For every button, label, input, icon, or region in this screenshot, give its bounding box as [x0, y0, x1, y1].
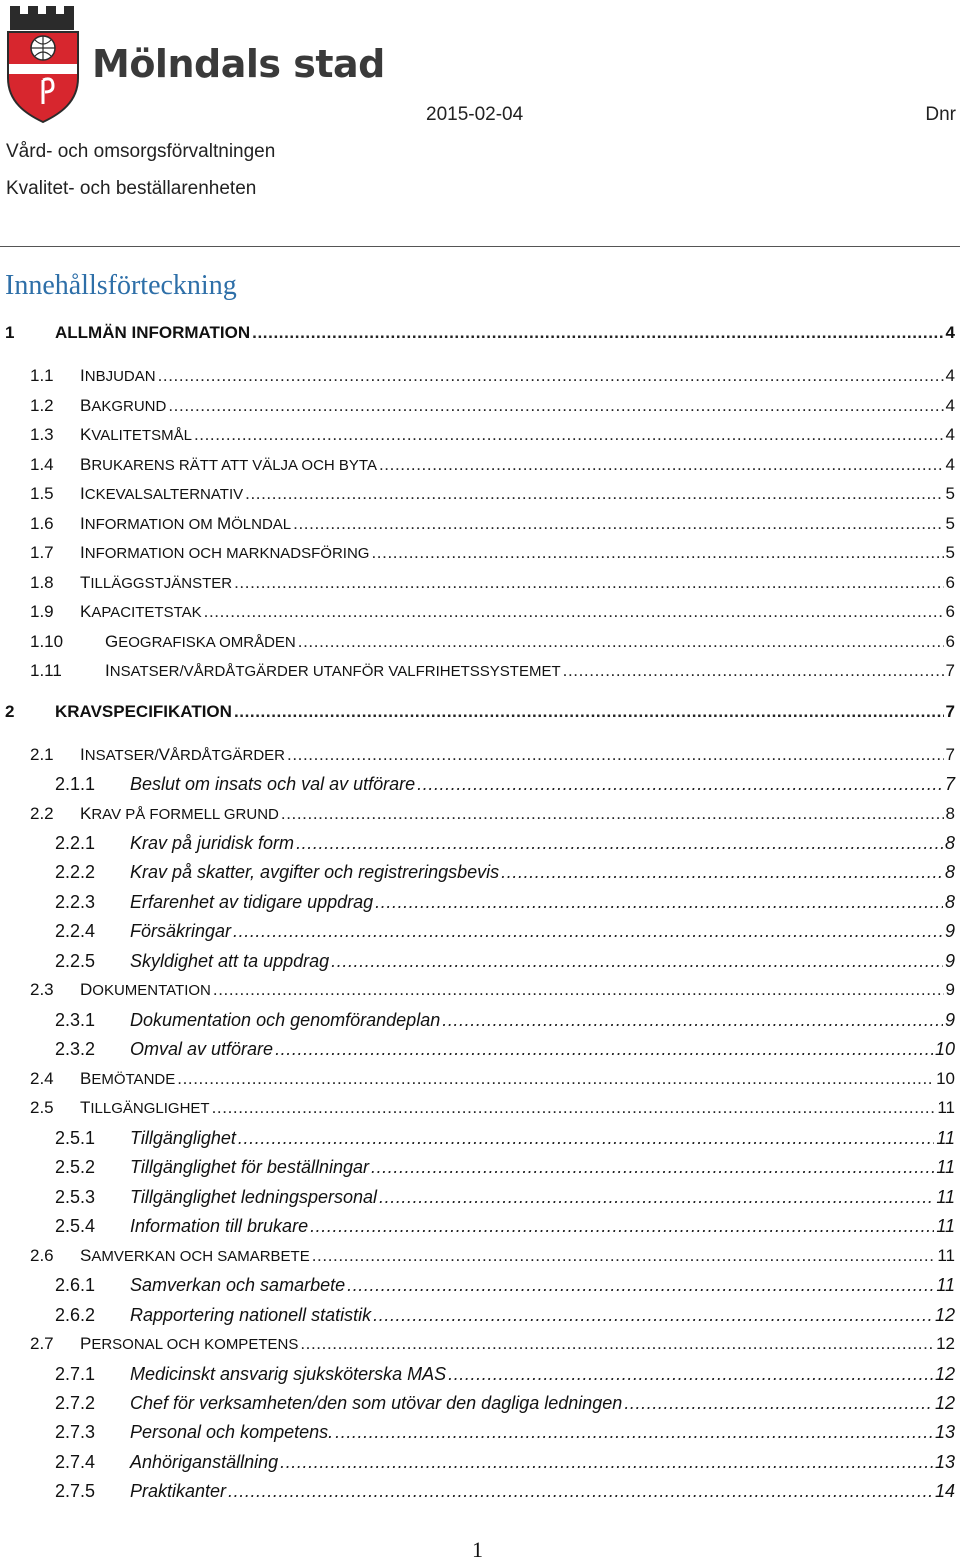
brand-name: Mölndals stad	[92, 42, 385, 86]
toc-leader-dots	[335, 1422, 933, 1443]
toc-entry-number: 2.2.1	[55, 833, 96, 853]
toc-entry[interactable]	[30, 602, 955, 630]
toc-entry[interactable]	[30, 804, 955, 832]
toc-entry-page: 11	[936, 1216, 955, 1236]
toc-entry-page: 13	[934, 1422, 955, 1442]
toc-entry-page: 13	[934, 1452, 955, 1472]
toc-leader-dots	[417, 774, 943, 795]
toc-leader-dots	[624, 1393, 933, 1414]
toc-entry-title: BEMÖTANDE	[80, 1069, 176, 1088]
organization-line-1: Vård- och omsorgsförvaltningen	[6, 141, 276, 162]
toc-entry-title: GEOGRAFISKA OMRÅDEN	[105, 632, 296, 651]
toc-leader-dots	[245, 484, 943, 504]
toc-leader-dots	[371, 543, 943, 563]
toc-entry-page: 12	[934, 1364, 955, 1384]
toc-entry-number: 1.3	[30, 425, 54, 444]
toc-entry[interactable]	[55, 1275, 955, 1303]
toc-entry-page: 5	[945, 514, 955, 533]
toc-leader-dots	[563, 661, 944, 681]
toc-entry[interactable]	[30, 543, 955, 571]
toc-leader-dots	[275, 1039, 933, 1060]
toc-entry-title: Skyldighet att ta uppdrag	[130, 951, 330, 971]
toc-entry-title: Praktikanter	[130, 1481, 227, 1501]
toc-leader-dots	[501, 862, 943, 883]
toc-entry-page: 11	[936, 1157, 955, 1177]
toc-entry[interactable]	[5, 323, 955, 351]
toc-entry-page: 9	[944, 1010, 955, 1030]
toc-entry[interactable]	[55, 774, 955, 802]
toc-leader-dots	[442, 1010, 943, 1031]
toc-entry-title: TILLÄGGSTJÄNSTER	[80, 573, 233, 592]
toc-entry-title: INBJUDAN	[80, 366, 156, 385]
toc-entry-number: 2.2.4	[55, 921, 96, 941]
toc-entry-title: Tillgänglighet	[130, 1128, 236, 1148]
toc-leader-dots	[375, 892, 943, 913]
toc-entry-title: Anhöriganställning	[130, 1452, 279, 1472]
toc-entry-page: 5	[945, 484, 955, 503]
toc-entry-number: 2.5.4	[55, 1216, 96, 1236]
toc-entry-number: 2	[5, 702, 15, 721]
toc-entry-number: 2.3.1	[55, 1010, 96, 1030]
toc-entry-page: 7	[945, 702, 955, 721]
toc-entry-number: 1.10	[30, 632, 64, 651]
toc-entry-number: 2.5.1	[55, 1128, 96, 1148]
toc-entry-title: INFORMATION OCH MARKNADSFÖRING	[80, 543, 370, 562]
toc-entry[interactable]	[30, 396, 955, 424]
toc-entry[interactable]	[55, 1128, 955, 1156]
toc-leader-dots	[213, 980, 944, 1000]
toc-entry-title: DOKUMENTATION	[80, 980, 211, 999]
toc-entry-page: 6	[945, 632, 955, 651]
toc-entry-page: 8	[944, 833, 955, 853]
page-number: 1	[472, 1537, 483, 1562]
toc-entry-number: 2.7.2	[55, 1393, 96, 1413]
toc-entry-page: 7	[944, 774, 955, 794]
toc-entry-page: 7	[945, 745, 955, 764]
toc-entry-page: 4	[945, 323, 955, 342]
toc-entry-number: 1	[5, 323, 15, 342]
toc-entry-number: 2.1.1	[55, 774, 96, 794]
toc-entry-title: ALLMÄN INFORMATION	[55, 323, 251, 342]
toc-entry[interactable]	[55, 1010, 955, 1038]
toc-entry-page: 11	[936, 1128, 955, 1148]
header-divider	[0, 246, 960, 247]
toc-entry[interactable]	[55, 892, 955, 920]
toc-entry[interactable]	[30, 573, 955, 601]
toc-entry[interactable]	[30, 980, 955, 1008]
toc-entry-page: 12	[934, 1393, 955, 1413]
toc-entry[interactable]	[30, 632, 955, 660]
toc-leader-dots	[287, 745, 944, 765]
toc-leader-dots	[234, 573, 943, 593]
toc-entry[interactable]	[55, 1481, 955, 1509]
toc-entry-number: 2.1	[30, 745, 54, 764]
toc-entry-page: 6	[945, 602, 955, 621]
toc-entry-title: Krav på juridisk form	[130, 833, 295, 853]
toc-entry-page: 7	[945, 661, 955, 680]
toc-entry-page: 4	[945, 396, 955, 415]
toc-leader-dots	[204, 602, 944, 622]
toc-entry-number: 2.7.1	[55, 1364, 96, 1384]
toc-entry-number: 2.2.5	[55, 951, 96, 971]
toc-entry-title: Personal och kompetens.	[130, 1422, 334, 1442]
toc-entry[interactable]	[55, 1039, 955, 1067]
toc-entry-page: 9	[944, 951, 955, 971]
toc-entry-title: ICKEVALSALTERNATIV	[80, 484, 244, 503]
toc-entry[interactable]	[30, 1098, 955, 1126]
toc-entry[interactable]	[30, 1069, 955, 1097]
toc-leader-dots	[331, 951, 943, 972]
toc-entry-title: PERSONAL OCH KOMPETENS	[80, 1334, 299, 1353]
toc-entry-title: Omval av utförare	[130, 1039, 274, 1059]
toc-entry[interactable]	[30, 366, 955, 394]
toc-entry-title: Krav på skatter, avgifter och registreringsbevis	[130, 862, 500, 882]
toc-entry-page: 8	[944, 862, 955, 882]
toc-entry-number: 2.7.3	[55, 1422, 96, 1442]
toc-entry-title: Försäkringar	[130, 921, 232, 941]
toc-entry-page: 11	[937, 1098, 955, 1117]
toc-entry-title: TILLGÄNGLIGHET	[80, 1098, 210, 1117]
toc-entry-number: 1.4	[30, 455, 54, 474]
toc-entry-title: Tillgänglighet ledningspersonal	[130, 1187, 378, 1207]
toc-entry-page: 10	[934, 1039, 955, 1059]
toc-entry-number: 2.7.4	[55, 1452, 96, 1472]
toc-entry-page: 9	[945, 980, 955, 999]
toc-entry-page: 4	[945, 366, 955, 385]
toc-leader-dots	[194, 425, 944, 445]
toc-entry-title: KRAV PÅ FORMELL GRUND	[80, 804, 279, 823]
toc-leader-dots	[379, 455, 944, 475]
toc-entry[interactable]	[5, 702, 955, 730]
toc-leader-dots	[347, 1275, 934, 1296]
toc-entry-title: KVALITETSMÅL	[80, 425, 192, 444]
toc-leader-dots	[300, 1334, 934, 1354]
toc-entry[interactable]	[55, 951, 955, 979]
toc-entry[interactable]	[30, 1334, 955, 1362]
toc-entry-title: Dokumentation och genomförandeplan	[130, 1010, 441, 1030]
toc-leader-dots	[158, 366, 944, 386]
toc-entry-number: 2.6	[30, 1246, 54, 1265]
toc-entry-page: 10	[936, 1069, 955, 1088]
toc-entry-number: 2.7	[30, 1334, 54, 1353]
toc-entry-page: 12	[934, 1305, 955, 1325]
toc-entry-title: INSATSER/VÅRDÅTGÄRDER UTANFÖR VALFRIHETSSYSTEMET	[105, 661, 561, 680]
toc-entry-number: 1.9	[30, 602, 54, 621]
toc-entry-number: 2.5.3	[55, 1187, 96, 1207]
toc-entry-title: Beslut om insats och val av utförare	[130, 774, 416, 794]
toc-entry-title: Tillgänglighet för beställningar	[130, 1157, 369, 1177]
toc-entry-title: INSATSER/VÅRDÅTGÄRDER	[80, 745, 285, 764]
toc-entry-page: 4	[945, 455, 955, 474]
toc-entry-page: 4	[945, 425, 955, 444]
toc-entry[interactable]	[55, 1157, 955, 1185]
toc-entry-page: 8	[945, 804, 955, 823]
toc-entry-title: KRAVSPECIFIKATION	[55, 702, 232, 721]
toc-leader-dots	[228, 1481, 933, 1502]
toc-leader-dots	[293, 514, 943, 534]
toc-entry-title: KAPACITETSTAK	[80, 602, 202, 621]
toc-entry-page: 11	[937, 1246, 955, 1265]
toc-leader-dots	[238, 1128, 934, 1149]
toc-entry-number: 2.7.5	[55, 1481, 96, 1501]
toc-leader-dots	[371, 1157, 934, 1178]
toc-leader-dots	[296, 833, 943, 854]
toc-leader-dots	[298, 632, 944, 652]
toc-entry-page: 9	[944, 921, 955, 941]
toc-entry-number: 2.5.2	[55, 1157, 96, 1177]
toc-entry-title: INFORMATION OM MÖLNDAL	[80, 514, 292, 533]
toc-entry[interactable]	[55, 1422, 955, 1450]
document-date: 2015-02-04	[426, 104, 524, 125]
toc-leader-dots	[234, 702, 944, 722]
toc-entry-number: 1.5	[30, 484, 54, 503]
toc-entry[interactable]	[30, 514, 955, 542]
toc-entry-page: 14	[934, 1481, 955, 1501]
toc-entry-number: 2.6.1	[55, 1275, 96, 1295]
toc-entry-title: SAMVERKAN OCH SAMARBETE	[80, 1246, 310, 1265]
toc-entry[interactable]	[55, 1364, 955, 1392]
municipal-coat-of-arms-logo	[4, 2, 82, 124]
toc-entry-number: 1.11	[30, 661, 62, 680]
toc-entry-page: 12	[936, 1334, 955, 1353]
document-number-label: Dnr	[925, 104, 956, 125]
toc-leader-dots	[281, 804, 944, 824]
toc-entry-title: Rapportering nationell statistik	[130, 1305, 372, 1325]
toc-entry-title: BRUKARENS RÄTT ATT VÄLJA OCH BYTA	[80, 455, 377, 474]
toc-entry-number: 1.2	[30, 396, 54, 415]
toc-entry-number: 2.4	[30, 1069, 54, 1088]
toc-entry-title: BAKGRUND	[80, 396, 167, 415]
toc-entry[interactable]	[55, 1393, 955, 1421]
toc-entry-number: 2.6.2	[55, 1305, 96, 1325]
toc-entry[interactable]	[30, 745, 955, 773]
toc-entry[interactable]	[30, 425, 955, 453]
toc-entry[interactable]	[55, 1305, 955, 1333]
toc-entry[interactable]	[30, 484, 955, 512]
toc-entry-title: Medicinskt ansvarig sjuksköterska MAS	[130, 1364, 447, 1384]
organization-line-2: Kvalitet- och beställarenheten	[6, 178, 257, 199]
toc-entry-page: 11	[936, 1275, 955, 1295]
toc-leader-dots	[168, 396, 943, 416]
toc-entry-number: 1.1	[30, 366, 54, 385]
toc-entry-number: 2.3.2	[55, 1039, 96, 1059]
toc-entry[interactable]	[30, 1246, 955, 1274]
toc-entry[interactable]	[55, 1216, 955, 1244]
toc-entry-title: Information till brukare	[130, 1216, 309, 1236]
toc-title: Innehållsförteckning	[5, 270, 237, 301]
toc-leader-dots	[233, 921, 943, 942]
toc-entry-number: 1.8	[30, 573, 54, 592]
toc-entry-title: Chef för verksamheten/den som utövar den dagliga ledningen	[130, 1393, 623, 1413]
toc-entry-page: 8	[944, 892, 955, 912]
toc-entry-number: 2.2.2	[55, 862, 96, 882]
toc-entry[interactable]	[55, 833, 955, 861]
toc-entry-title: Samverkan och samarbete	[130, 1275, 346, 1295]
toc-leader-dots	[310, 1216, 934, 1237]
toc-entry[interactable]	[55, 1187, 955, 1215]
toc-entry-number: 2.2	[30, 804, 54, 823]
toc-entry-page: 5	[945, 543, 955, 562]
toc-leader-dots	[448, 1364, 933, 1385]
toc-entry[interactable]	[30, 455, 955, 483]
toc-leader-dots	[373, 1305, 933, 1326]
toc-leader-dots	[280, 1452, 933, 1473]
toc-entry-title: Erfarenhet av tidigare uppdrag	[130, 892, 374, 912]
toc-entry-number: 1.7	[30, 543, 54, 562]
toc-entry[interactable]	[55, 1452, 955, 1480]
toc-leader-dots	[177, 1069, 934, 1089]
toc-entry-page: 6	[945, 573, 955, 592]
toc-entry-page: 11	[936, 1187, 955, 1207]
toc-leader-dots	[212, 1098, 936, 1118]
toc-leader-dots	[379, 1187, 934, 1208]
toc-entry[interactable]	[30, 661, 955, 689]
toc-leader-dots	[252, 323, 943, 343]
toc-entry-number: 2.5	[30, 1098, 54, 1117]
toc-entry-number: 1.6	[30, 514, 54, 533]
toc-entry[interactable]	[55, 862, 955, 890]
toc-entry-number: 2.3	[30, 980, 54, 999]
toc-entry-number: 2.2.3	[55, 892, 96, 912]
toc-leader-dots	[312, 1246, 936, 1266]
toc-entry[interactable]	[55, 921, 955, 949]
